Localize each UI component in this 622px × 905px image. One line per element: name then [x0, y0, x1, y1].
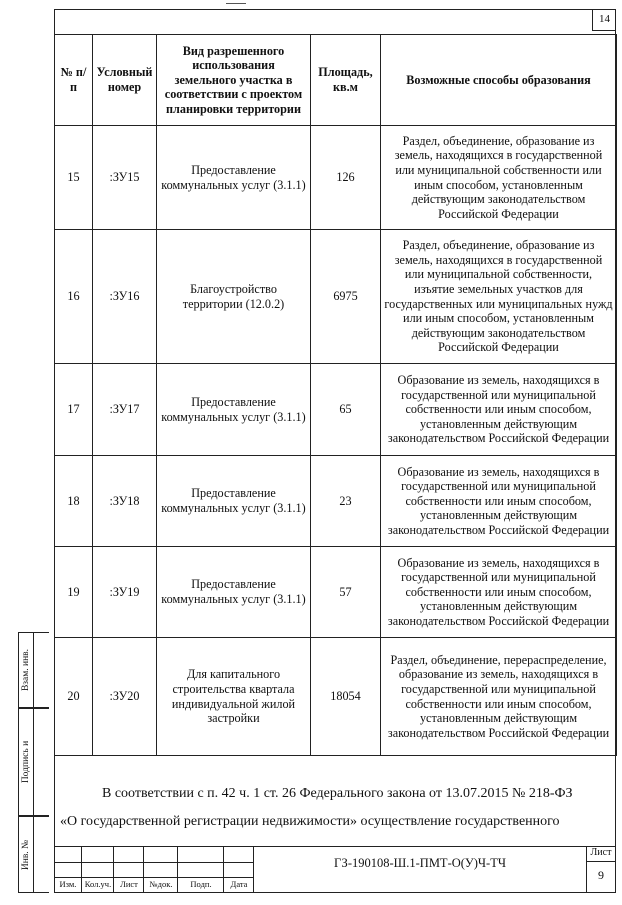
cell-area: 57 [311, 547, 381, 638]
land-plots-table [54, 34, 617, 756]
cell-ways: Раздел, объединение, перераспределение, образование из земель, находящихся в государственной или муниципальной собственности или иным способом, установленным действующим законодательством Российской Федерации [381, 638, 617, 756]
document-code: ГЗ-190108-Ш.1-ПМТ-О(У)Ч-ТЧ [334, 856, 506, 870]
side-cell-inv [18, 816, 49, 893]
cell-num: 17 [55, 364, 93, 456]
cell-num: 20 [55, 638, 93, 756]
table-header-row [55, 35, 617, 126]
stamp-label-data: Дата [230, 879, 248, 889]
header-cond: Условный номер [93, 35, 157, 126]
side-label-podpis: Подпись и [21, 740, 31, 784]
cell-cond: :ЗУ18 [93, 456, 157, 547]
table-row [55, 364, 617, 456]
cell-use: Предоставление коммунальных услуг (3.1.1) [157, 364, 311, 456]
table-row [55, 456, 617, 547]
stamp-label-podp: Подп. [190, 879, 212, 889]
cell-use: Благоустройство территории (12.0.2) [157, 230, 311, 364]
cell-num: 18 [55, 456, 93, 547]
cell-area: 18054 [311, 638, 381, 756]
table-row [55, 126, 617, 230]
header-ways: Возможные способы образования [381, 35, 617, 126]
cell-area: 126 [311, 126, 381, 230]
cell-ways: Образование из земель, находящихся в государственной или муниципальной собственности или иным способом, установленным действующим законодательством Российской Федерации [381, 547, 617, 638]
side-cell-podpis [18, 708, 49, 816]
stamp-label-izm: Изм. [59, 879, 77, 889]
page-number: 14 [592, 9, 616, 31]
sheet-number: 9 [598, 868, 604, 882]
side-label-inv: Инв. № [21, 839, 31, 870]
header-num: № п/п [55, 35, 93, 126]
stamp-label-kol: Кол.уч. [84, 879, 112, 889]
cell-num: 15 [55, 126, 93, 230]
title-block [54, 846, 616, 893]
stamp-label-list: Лист [120, 879, 138, 889]
cell-area: 6975 [311, 230, 381, 364]
cell-num: 16 [55, 230, 93, 364]
stamp-label-ndok: №док. [149, 879, 173, 889]
body-paragraph-line-1: В соответствии с п. 42 ч. 1 ст. 26 Федерального закона от 13.07.2015 № 218-ФЗ [102, 786, 573, 801]
cell-ways: Образование из земель, находящихся в государственной или муниципальной собственности или иным способом, установленным действующим законодательством Российской Федерации [381, 364, 617, 456]
header-use: Вид разрешенного использования земельного участка в соответствии с проектом планировки территории [157, 35, 311, 126]
cell-cond: :ЗУ15 [93, 126, 157, 230]
table-row [55, 230, 617, 364]
cell-cond: :ЗУ17 [93, 364, 157, 456]
cell-use: Для капитального строительства квартала индивидуальной жилой застройки [157, 638, 311, 756]
table-row [55, 547, 617, 638]
cell-ways: Раздел, объединение, образование из земель, находящихся в государственной или муниципальной собственности или иным способом, установленным действующим законодательством Российской Федерации [381, 126, 617, 230]
side-cell-vzam [18, 632, 49, 708]
cell-cond: :ЗУ20 [93, 638, 157, 756]
header-area: Площадь, кв.м [311, 35, 381, 126]
cell-ways: Раздел, объединение, образование из земель, находящихся в государственной или муниципальной собственности, изъятие земельных участков для государственных или муниципальных нужд или иным способом, установленным действующим законодательством Российской Федерации [381, 230, 617, 364]
cell-num: 19 [55, 547, 93, 638]
body-paragraph-line-2: «О государственной регистрации недвижимости» осуществление государственного [60, 814, 560, 829]
cell-cond: :ЗУ16 [93, 230, 157, 364]
side-label-vzam: Взам. инв. [21, 648, 31, 692]
cell-use: Предоставление коммунальных услуг (3.1.1) [157, 456, 311, 547]
sheet-label: Лист [590, 847, 612, 858]
cell-use: Предоставление коммунальных услуг (3.1.1) [157, 547, 311, 638]
table-row [55, 638, 617, 756]
cell-ways: Образование из земель, находящихся в государственной или муниципальной собственности или иным способом, установленным действующим законодательством Российской Федерации [381, 456, 617, 547]
top-scratch-mark [226, 0, 246, 4]
cell-area: 23 [311, 456, 381, 547]
cell-use: Предоставление коммунальных услуг (3.1.1) [157, 126, 311, 230]
cell-area: 65 [311, 364, 381, 456]
cell-cond: :ЗУ19 [93, 547, 157, 638]
